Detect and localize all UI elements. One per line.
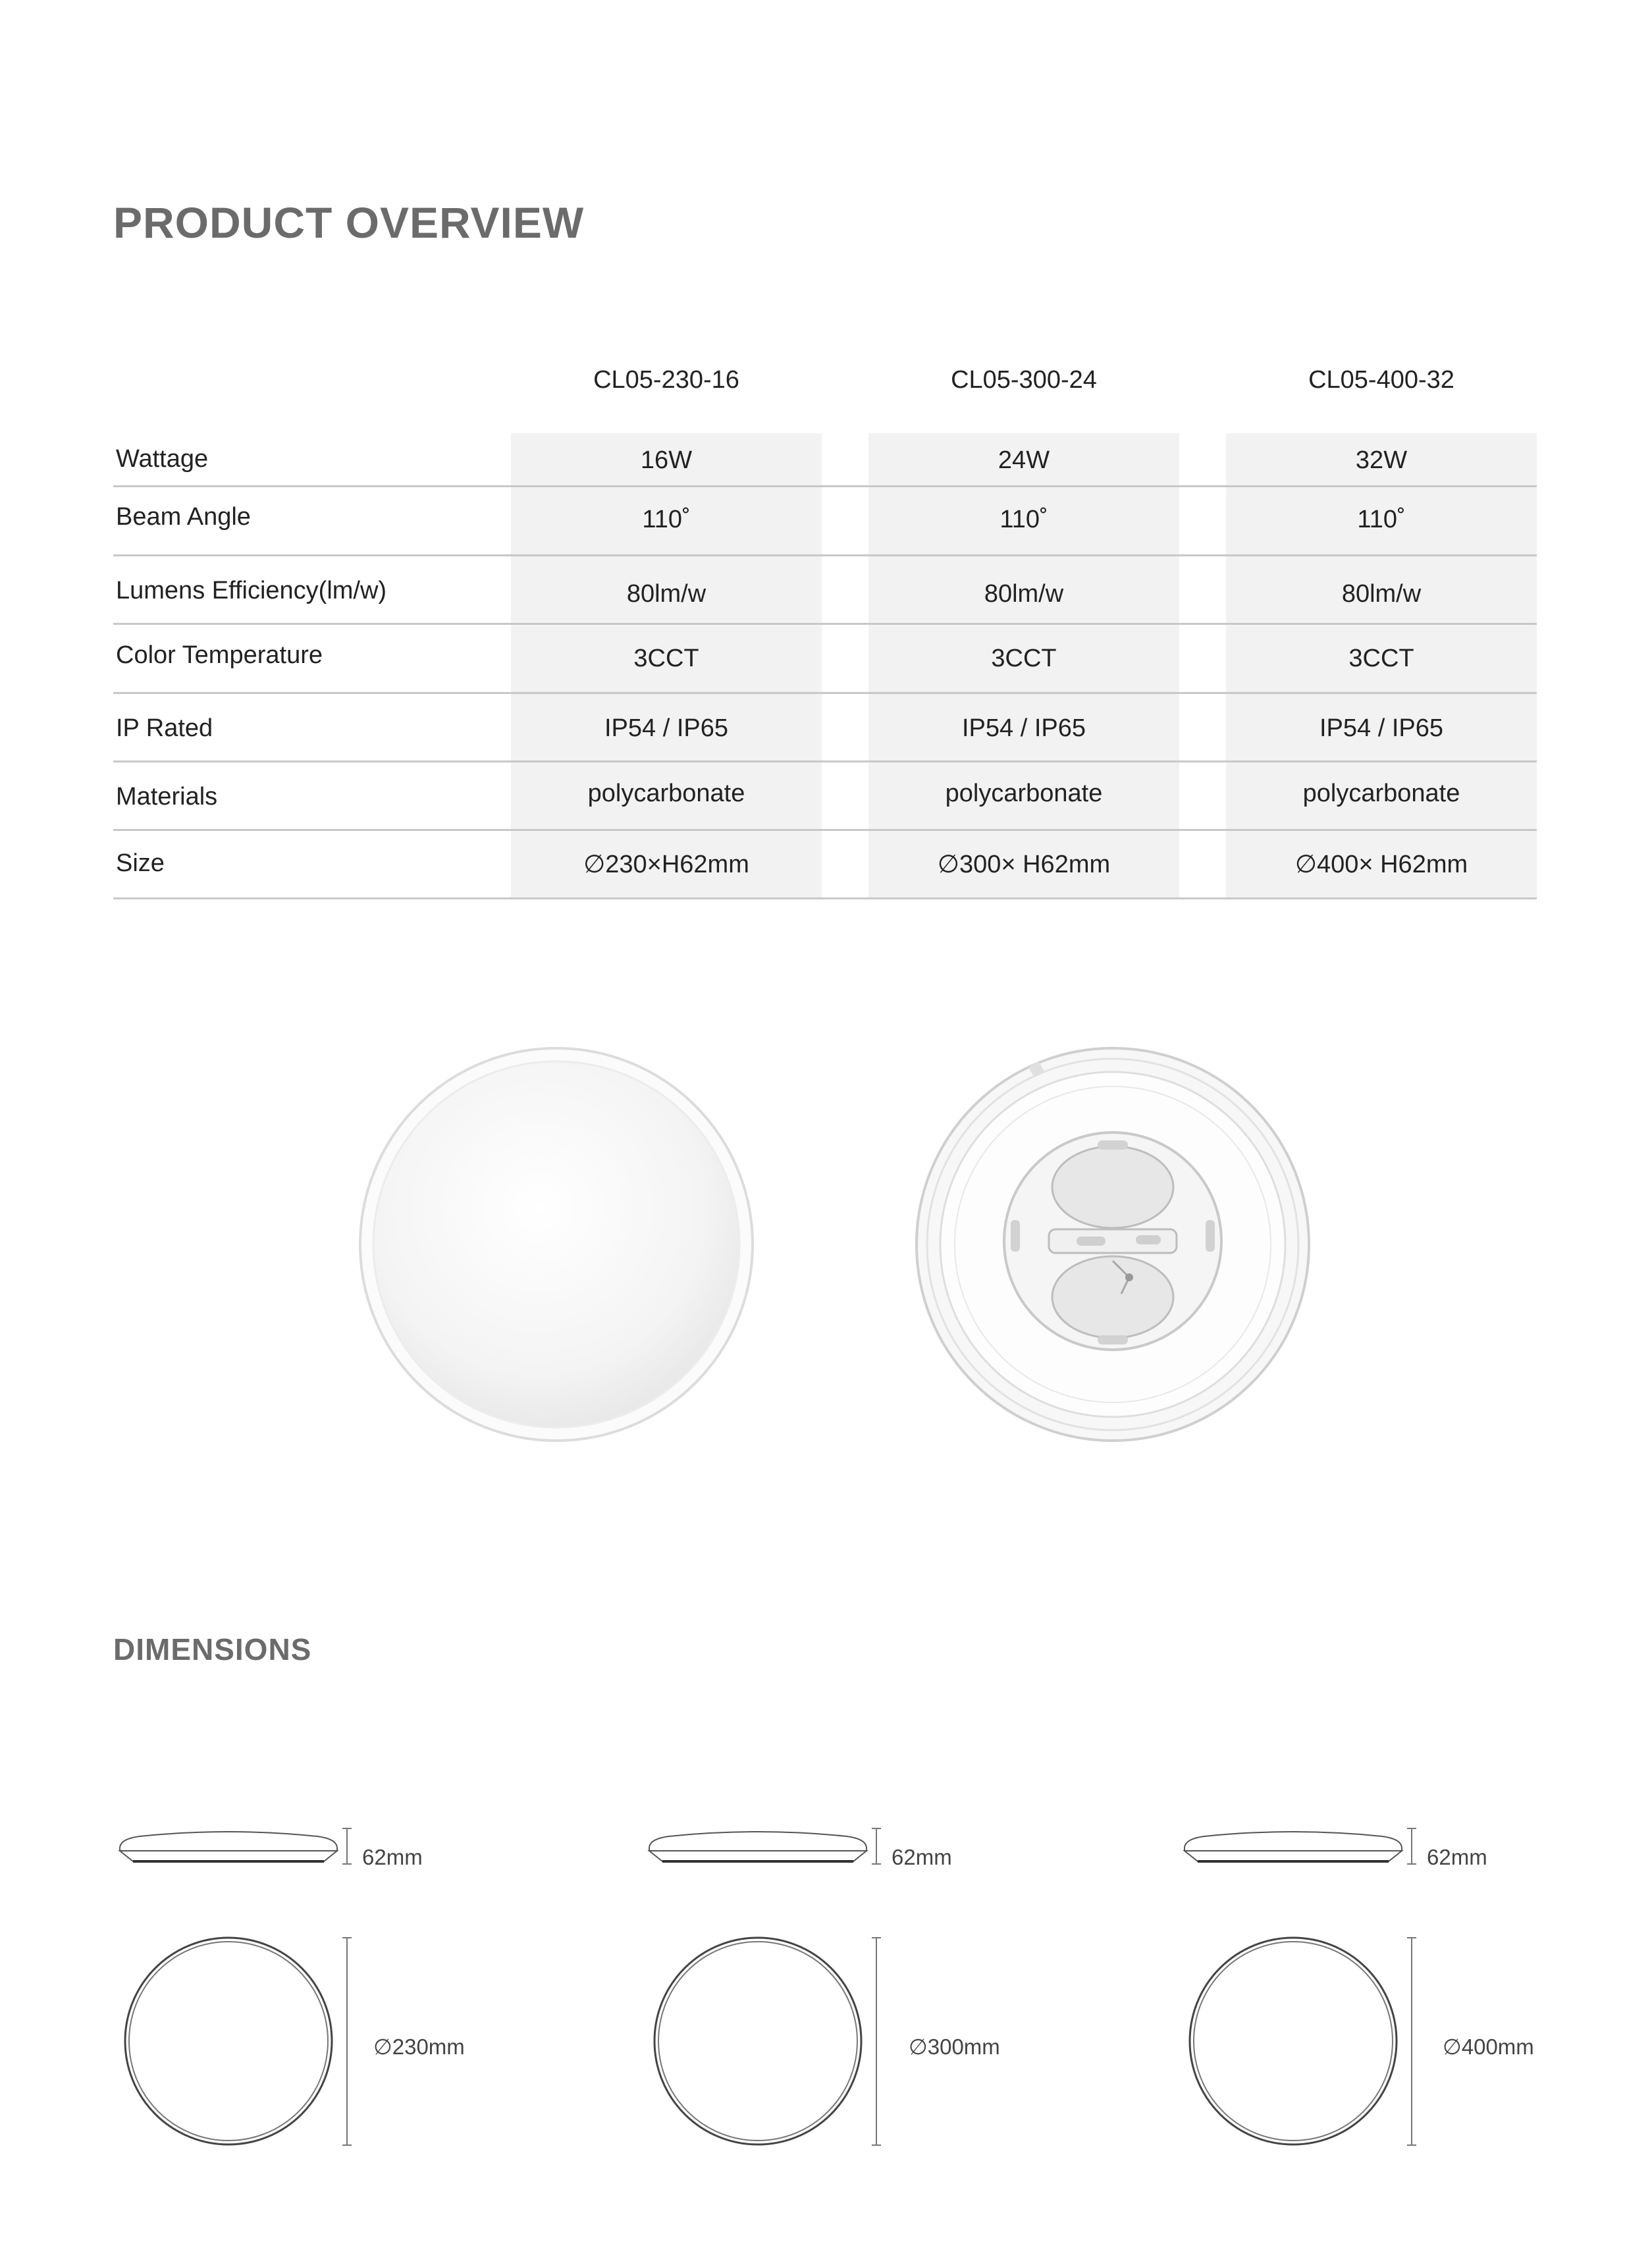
table-cell: ∅300× H62mm: [937, 851, 1111, 878]
table-cell: ∅400× H62mm: [1294, 851, 1468, 878]
page-title: PRODUCT OVERVIEW: [113, 198, 585, 247]
table-cell: 3CCT: [1348, 645, 1414, 672]
table-cell: ∅230×H62mm: [583, 851, 749, 878]
row-divider: [113, 485, 1537, 487]
table-cell: 32W: [1355, 446, 1408, 474]
table-cell: 16W: [640, 446, 693, 474]
table-cell: 24W: [998, 446, 1050, 474]
table-cell: IP54 / IP65: [1319, 714, 1443, 742]
model-header: CL05-400-32: [1308, 366, 1454, 394]
row-label-beam-angle: Beam Angle: [116, 503, 251, 531]
top-view-drawing: [1178, 1934, 1428, 2152]
table-cell: IP54 / IP65: [604, 714, 728, 742]
product-front-image: [356, 1044, 757, 1445]
model-header: CL05-300-24: [951, 366, 1097, 394]
row-divider: [113, 897, 1537, 899]
table-cell: polycarbonate: [945, 780, 1103, 807]
row-divider: [113, 829, 1537, 831]
table-cell: polycarbonate: [1302, 780, 1460, 807]
product-back-image: [912, 1044, 1314, 1445]
table-cell: 110˚: [999, 506, 1048, 533]
table-cell: 110˚: [1357, 506, 1406, 533]
model-header: CL05-230-16: [593, 366, 739, 394]
table-cell: 80lm/w: [984, 580, 1064, 608]
row-label-size: Size: [116, 849, 165, 877]
table-cell: 3CCT: [991, 645, 1057, 672]
row-label-wattage: Wattage: [116, 445, 209, 473]
top-view-drawing: [113, 1934, 363, 2152]
diameter-label: ∅300mm: [909, 2035, 1000, 2059]
table-cell: 80lm/w: [626, 580, 706, 608]
height-label: 62mm: [362, 1845, 423, 1869]
height-label: 62mm: [1427, 1845, 1487, 1869]
side-profile-drawing: [113, 1827, 363, 1873]
table-cell: polycarbonate: [587, 780, 745, 807]
row-label-materials: Materials: [116, 783, 218, 811]
row-label-ip-rated: IP Rated: [116, 714, 213, 742]
side-profile-drawing: [643, 1827, 893, 1873]
table-cell: 3CCT: [633, 645, 699, 672]
row-divider: [113, 760, 1537, 762]
row-divider: [113, 623, 1537, 625]
table-cell: 110˚: [642, 506, 691, 533]
row-divider: [113, 554, 1537, 556]
row-label-color-temperature: Color Temperature: [116, 641, 323, 669]
row-divider: [113, 692, 1537, 694]
row-label-lumens-efficiency: Lumens Efficiency(lm/w): [116, 577, 387, 604]
dimensions-title: DIMENSIONS: [113, 1632, 312, 1666]
diameter-label: ∅400mm: [1443, 2035, 1534, 2059]
side-profile-drawing: [1178, 1827, 1428, 1873]
table-cell: 80lm/w: [1341, 580, 1422, 608]
table-cell: IP54 / IP65: [961, 714, 1086, 742]
height-label: 62mm: [892, 1845, 952, 1869]
top-view-drawing: [643, 1934, 893, 2152]
diameter-label: ∅230mm: [373, 2035, 465, 2059]
